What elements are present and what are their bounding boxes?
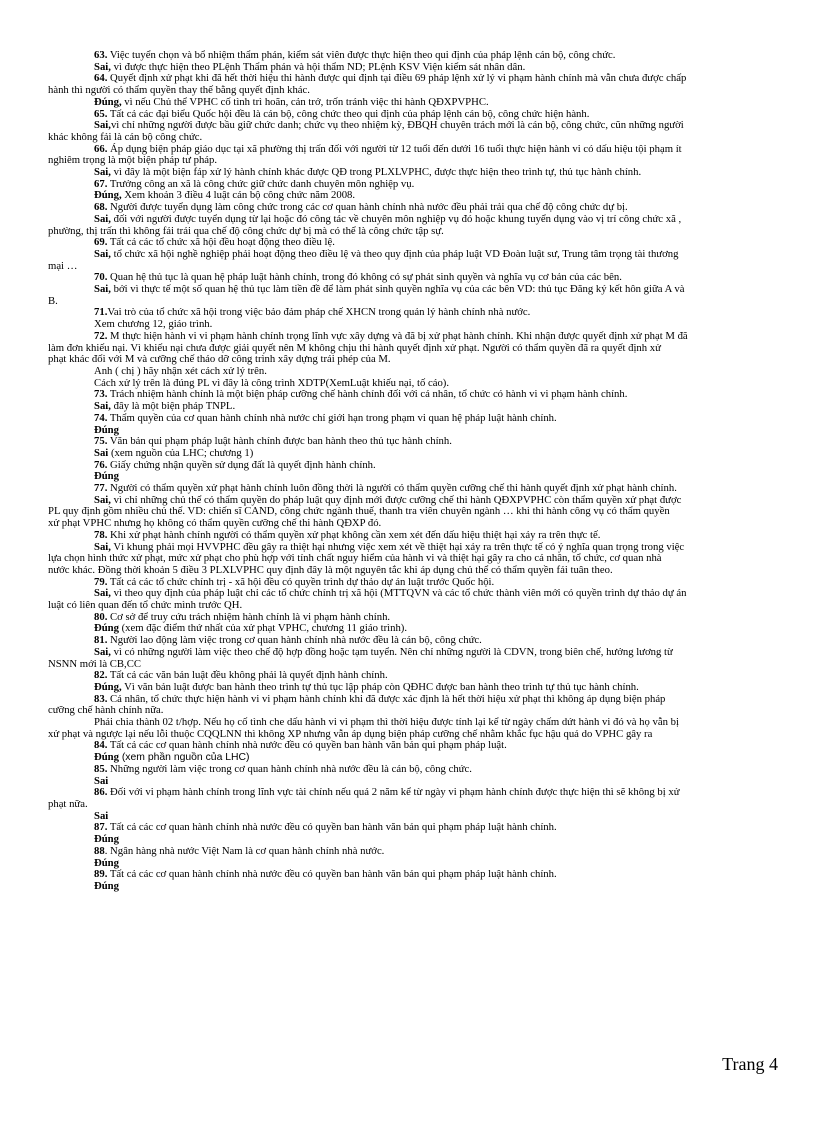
line-text: Xem khoản 3 điều 4 luật cán bộ công chức năm 2008. (121, 189, 356, 202)
text-line (48, 249, 782, 261)
line-text: Người có thẩm quyền xử phạt hành chính luôn đồng thời là người có thẩm quyền cưỡng chế thi hành quyết định xử phạt hành chính. (107, 482, 677, 495)
line-label: 73. (94, 388, 108, 401)
line-label: 75. (94, 435, 108, 448)
line-text: Văn bản qui phạm pháp luật hành chính được ban hành theo thủ tục hành chính. (107, 435, 452, 448)
line-text: Áp dụng biện pháp giáo dục tại xã phường thị trấn đối với người từ 12 tuổi đến dưới 16 tuổi thực hiện hành vi có dấu hiệu tội phạm ít (107, 142, 682, 155)
text-line (48, 413, 782, 425)
line-label: 72. (94, 329, 108, 342)
line-text: PL quy định gồm nhiều chủ thể. VD: chiến sĩ CAND, công chức ngành thuế, thanh tra viên chuyên ngành … khi thi hành công vụ có thẩm quyền (48, 505, 670, 518)
line-label: Đúng, (94, 680, 122, 693)
line-label: 80. (94, 610, 108, 623)
line-label: Sai, (94, 283, 111, 296)
line-label: 77. (94, 482, 108, 495)
line-label: 85. (94, 762, 108, 775)
line-text: tổ chức xã hội nghề nghiệp phải hoạt động theo điều lệ và theo quy định của pháp luật VD Đoàn luật sư, Trung tâm trọng tài thương (110, 247, 679, 260)
document-body (48, 50, 782, 893)
line-label: Đúng, (94, 95, 122, 108)
line-label: 69. (94, 236, 108, 249)
line-text: Phải chia thành 02 t/hợp. Nếu họ cố tình che dấu hành vi vi phạm thì thời hiệu được tính lại kể từ ngày chấm dứt hành vi đó và họ vẫn bị (94, 716, 679, 729)
line-label: Sai, (94, 212, 111, 225)
line-label: Sai, (94, 166, 111, 179)
line-label: 67. (94, 177, 108, 190)
line-text: mại … (48, 259, 78, 272)
line-text: xử phạt VPHC nhưng họ không có thẩm quyền cưỡng chế thi hành QĐXP đó. (48, 517, 382, 530)
line-text: nước khác. Đồng thời khoản 5 điều 3 PLXLVPHC quy định đây là một nguyên tắc khi áp dụng chủ thể có thẩm quyền fải tuân theo. (48, 563, 613, 576)
line-label: 88 (94, 844, 105, 857)
line-label: 83. (94, 692, 108, 705)
line-text: Quyết định xử phạt khi đã hết thời hiệu thi hành được qui định tại điều 69 pháp lệnh xử lý vi phạm hành chính mà vẫn chưa được chấp (107, 72, 687, 85)
line-text: vì chỉ những chủ thể có thẩm quyền do pháp luật quy định mới được cưỡng chế thi hành QĐXPVPHC còn thẩm quyền xử phạt được (110, 493, 682, 506)
line-label: Đúng (94, 856, 119, 869)
line-label: 63. (94, 49, 108, 61)
line-label: 65. (94, 107, 108, 120)
line-label: Đúng (94, 833, 119, 846)
line-label: 82. (94, 669, 108, 682)
line-text: Giấy chứng nhận quyền sử dụng đất là quyết định hành chính. (107, 458, 376, 471)
line-text: vì theo quy định của pháp luật chỉ các tổ chức chính trị xã hội (MTTQVN và các tổ chức thành viên mới có quyền trình dự thảo dự án (110, 587, 687, 600)
line-text: Tất cả các tổ chức chính trị - xã hội đều có quyền trình dự thảo dự án luật trước Quốc hội. (107, 575, 495, 588)
line-text: vì đây là một biện fáp xử lý hành chính khác được QĐ trong PLXLVPHC, được thực hiện theo trình tự, thủ tục hành chính. (110, 166, 642, 179)
line-label: 81. (94, 634, 108, 647)
line-text: Tất cả các tổ chức xã hội đều hoạt động theo điều lệ. (107, 236, 335, 249)
line-label: 87. (94, 821, 108, 834)
line-text: phạt khác đối với M và cưỡng chế tháo dỡ công trình xây dựng trái phép của M. (48, 353, 391, 366)
line-text: B. (48, 294, 58, 307)
line-label: 89. (94, 868, 108, 881)
line-text: Tất cả các văn bản luật đều không phải là quyết định hành chính. (107, 669, 388, 682)
line-text: phạt nữa. (48, 798, 88, 810)
line-text: lựa chọn hình thức xử phạt, mức xử phạt cho phù hợp với tính chất nguy hiểm của hành vi và thiệt hại gây ra cho cá nhân, tổ chức, cơ quan nhà (48, 552, 662, 565)
line-text: Xem chương 12, giáo trình. (94, 318, 213, 331)
line-text: Người lao động làm việc trong cơ quan hành chính nhà nước đều là cán bộ, công chức. (107, 634, 482, 647)
line-text: Đối với vi phạm hành chính trong lĩnh vực tài chính nếu quá 2 năm kể từ ngày vi phạm hành chính được thực hiện thì sẽ không bị xử (107, 786, 680, 799)
line-text: Việc tuyển chọn và bổ nhiệm thẩm phán, kiểm sát viên được thực hiện theo qui định của pháp lệnh cán bộ, công chức. (107, 49, 616, 61)
line-label: Sai, (94, 493, 111, 506)
line-text: Anh ( chị ) hãy nhận xét cách xử lý trên. (94, 364, 267, 377)
text-line (48, 647, 782, 659)
line-text: (xem nguồn của LHC; chương 1) (108, 446, 254, 459)
line-label: 78. (94, 528, 108, 541)
line-text: M thực hiện hành vi vi phạm hành chính trọng lĩnh vực xây dựng và đã bị xử phạt hành chính. Khi nhận được quyết định xử phạt M đã (107, 329, 688, 342)
line-label: Đúng (94, 470, 119, 483)
text-line (48, 822, 782, 834)
line-label: Sai (94, 774, 109, 787)
line-label: Đúng, (94, 189, 122, 202)
line-text: Trách nhiệm hành chính là một biện pháp cưỡng chế hành chính đối với cá nhân, tổ chức có hành vi vi phạm hành chính. (107, 388, 628, 401)
text-line (48, 460, 782, 472)
text-line (48, 846, 782, 858)
line-text: vì nếu Chủ thể VPHC cố tình trì hoãn, cản trở, trốn tránh việc thi hành QĐXPVPHC. (121, 95, 489, 108)
line-text: luật có liên quan đến tổ chức mình trước QH. (48, 599, 243, 612)
line-label: Sai (94, 446, 109, 459)
line-text: Cơ sở để truy cứu trách nhiệm hành chính là vi phạm hành chính. (107, 610, 391, 623)
text-line (48, 869, 782, 881)
line-label: 64. (94, 72, 108, 85)
line-label: 71. (94, 306, 108, 319)
line-label: Sai, (94, 645, 111, 658)
line-label: Sai, (94, 119, 111, 132)
line-text: (xem đặc điểm thứ nhất của xử phạt VPHC, chương 11 giáo trình). (118, 622, 408, 635)
text-line (48, 284, 782, 296)
line-text: phường, thị trấn thì không fải trải qua chế độ công chức dự bị mà có thể là công chức tập sự. (48, 224, 444, 237)
line-text: Tất cả các cơ quan hành chính nhà nước đều có quyền ban hành văn bản qui phạm pháp luật hành chính. (107, 821, 557, 834)
line-text: hành thì người có thẩm quyền thay thế bằng quyết định khác. (48, 84, 310, 97)
line-text: đây là một biện pháp TNPL. (110, 400, 236, 413)
line-text: xử phạt và ngược lại nếu lỗi thuộc CQQLNN thì không XP nhưng vẫn áp dụng biện pháp cưỡng chế nhằm khắc fục hậu quả do VPHC gây ra (48, 727, 653, 740)
line-label: 70. (94, 271, 108, 284)
line-text: Khi xử phạt hành chính người có thẩm quyền xử phạt không cần xem xét đến dấu hiệu thiệt hại xảy ra trên thực tế. (107, 528, 601, 541)
line-text: cưỡng chế hành chính nữa. (48, 704, 164, 717)
line-text: Cách xử lý trên là đúng PL vì đây là công trình XDTP(XemLuật khiếu nại, tố cáo). (94, 376, 450, 389)
line-label: Sai, (94, 247, 111, 260)
line-text: nghiêm trọng là một biện pháp tư pháp. (48, 154, 218, 167)
line-text: làm đơn khiếu nại. Vì khiếu nại chưa được giải quyết nên M không chịu thi hành quyết định xử phạt. Người có thẩm quyền đã ra quyết định xử (48, 341, 661, 354)
line-text: bởi vì thực tế một số quan hệ thủ tục làm tiền đề để làm phát sinh quyền nghĩa vụ của các bên VD: thủ tục Đăng ký kết hôn giữa A và (110, 283, 685, 296)
line-text: vì được thực hiện theo PLệnh Thẩm phán và hội thẩm ND; PLệnh KSV Viện kiểm sát nhân dân. (110, 60, 526, 73)
line-text: NSNN mới là CB,CC (48, 657, 141, 670)
line-label: Sai (94, 809, 109, 822)
text-line (48, 881, 782, 893)
line-text: (xem phần nguồn của LHC) (118, 752, 250, 764)
line-label: Sai, (94, 540, 111, 553)
line-label: Sai, (94, 60, 111, 73)
line-text: Tất cả các cơ quan hành chính nhà nước đều có quyền ban hành văn bản qui phạm pháp luật. (107, 739, 507, 752)
page-number: Trang 4 (722, 1054, 778, 1074)
line-label: Sai, (94, 587, 111, 600)
line-text: Vì văn bản luật được ban hành theo trình tự thủ tục lập pháp còn QĐHC được ban hành theo trình tự thủ tục hành chính. (121, 680, 639, 693)
line-label: Sai, (94, 400, 111, 413)
line-text: . Ngân hàng nhà nước Việt Nam là cơ quan hành chính nhà nước. (104, 844, 385, 857)
line-text: Những người làm việc trong cơ quan hành chính nhà nước đều là cán bộ, công chức. (107, 762, 472, 775)
line-label: 66. (94, 142, 108, 155)
text-line (48, 740, 782, 752)
text-line (48, 764, 782, 776)
text-line (48, 787, 782, 799)
line-label: 76. (94, 458, 108, 471)
line-label: Đúng (94, 751, 119, 764)
line-label: Đúng (94, 423, 119, 436)
line-text: Tất cả các đại biểu Quốc hội đều là cán bộ, công chức theo qui định của pháp lệnh cán bộ, công chức hiện hành. (107, 107, 590, 120)
line-text: Tất cả các cơ quan hành chính nhà nước đều có quyền ban hành văn bản qui phạm pháp luật hành chính. (107, 868, 557, 881)
line-text: Vai trò của tổ chức xã hội trong việc bảo đảm pháp chế XHCN trong quản lý hành chính nhà nước. (107, 306, 531, 319)
line-label: Đúng (94, 622, 119, 635)
line-label: Đúng (94, 879, 119, 892)
line-label: 68. (94, 201, 108, 214)
line-text: Quan hệ thủ tục là quan hệ pháp luật hành chính, trong đó không có sự phát sinh quyền và nghĩa vụ cơ bản của các bên. (107, 271, 622, 284)
line-text: vì có những người làm việc theo chế độ hợp đồng hoặc tạm tuyển. Nên chỉ những người là CDVN, trong biên chế, hưởng lương từ (110, 645, 673, 658)
line-text: Người được tuyển dụng làm công chức trong các cơ quan hành chính nhà nước đều phải trải qua chế độ công chức dự bị. (107, 201, 628, 214)
line-text: đối với người được tuyển dụng từ lại hoặc đó công tác về chuyên môn nghiệp vụ đó hoặc khung tuyển dụng vào vị trí công chức xã , (110, 212, 682, 225)
line-label: 84. (94, 739, 108, 752)
line-text: khác không fải là cán bộ công chức. (48, 130, 203, 143)
line-label: 74. (94, 411, 108, 424)
line-text: Trưởng công an xã là công chức giữ chức danh chuyên môn nghiệp vụ. (107, 177, 415, 190)
line-text: vì chỉ những người được bầu giữ chức danh; chức vụ theo nhiệm kỳ, ĐBQH chuyên trách mới là cán bộ, công chức, cũn những người (110, 119, 684, 132)
line-text: Thẩm quyền của cơ quan hành chính nhà nước chỉ giới hạn trong phạm vi quan hệ pháp luật hành chính. (107, 411, 557, 424)
line-text: Vì khung phải mọi HVVPHC đều gây ra thiệt hại nhưng việc xem xét về thiệt hại xảy ra trên thực tế có ý nghĩa quan trọng trong việc (110, 540, 685, 553)
line-label: 79. (94, 575, 108, 588)
line-text: Cá nhân, tổ chức thực hiện hành vi vi phạm hành chính khi đã được xác định là hết thời hiệu xử phạt thì không áp dụng biện pháp (107, 692, 666, 705)
line-label: 86. (94, 786, 108, 799)
text-line (48, 799, 782, 811)
